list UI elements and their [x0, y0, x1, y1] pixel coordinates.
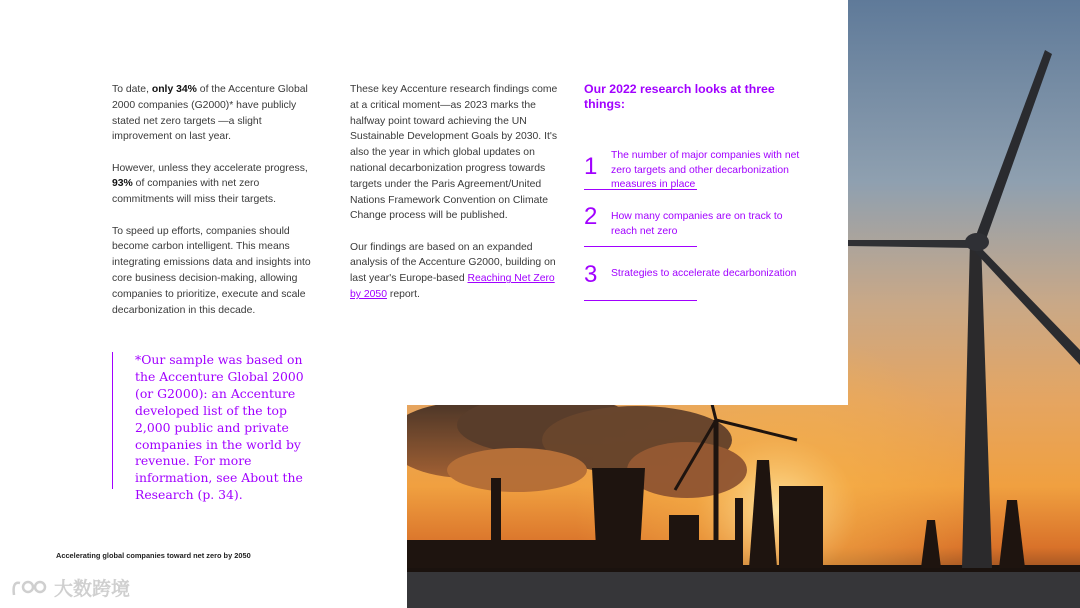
research-items-list	[584, 141, 814, 301]
research-item-3	[584, 247, 797, 301]
paragraph-34-percent: To date, only 34% of the Accenture Global 2000 companies (G2000)* have publicly stated net zero targets —a slight improvement on last year.	[112, 84, 308, 143]
intro-column	[112, 82, 322, 334]
paragraph-carbon-intelligent: To speed up efforts, companies should become carbon intelligent. This means integrating emissions data and insights into core business decision-making, allowing companies to prioritize, execute and scale decarbonization in this decade.	[112, 225, 311, 316]
watermark-logo-icon	[10, 577, 50, 599]
item-number: 2	[584, 203, 598, 230]
report-footer-title: Accelerating global companies toward net zero by 2050	[56, 551, 251, 560]
paragraph-93-percent: However, unless they accelerate progress, 93% of companies with net zero commitments will miss their targets.	[112, 162, 308, 206]
item-text: Strategies to accelerate decarbonization	[611, 268, 797, 279]
paragraph-critical-moment: These key Accenture research findings come at a critical moment—as 2023 marks the halfway point toward achieving the UN Sustainable Development Goals by 2030. It's also the year in which global updates on national decarbonization progress towards targets under the Paris Agreement/United Nations Framework Convention on Climate Change process will be published.	[350, 84, 558, 222]
watermark-text: 大数跨境	[54, 579, 131, 600]
item-number: 3	[584, 261, 598, 288]
paragraph-findings-basis: Our findings are based on an expanded analysis of the Accenture G2000, building on last year's Europe-based Reaching Net Zero by 2050 report.	[350, 241, 556, 301]
research-item-2	[584, 190, 783, 247]
item-text: How many companies are on track to reach net zero	[611, 211, 783, 237]
sample-footnote-quote: *Our sample was based on the Accenture Global 2000 (or G2000): an Accenture developed list of the top 2,000 public and private companies in the world by revenue. For more information, see About the Research (p. 34).	[112, 352, 325, 489]
research-heading: Our 2022 research looks at three things:	[584, 82, 775, 111]
research-item-1	[584, 141, 800, 191]
research-focus-column	[584, 82, 814, 301]
item-number: 1	[584, 153, 598, 180]
watermark	[10, 574, 130, 601]
findings-column	[350, 82, 562, 318]
item-text: The number of major companies with net zero targets and other decarbonization measures in place	[611, 150, 800, 191]
reaching-net-zero-link[interactable]: Reaching Net Zero by 2050	[350, 273, 555, 301]
